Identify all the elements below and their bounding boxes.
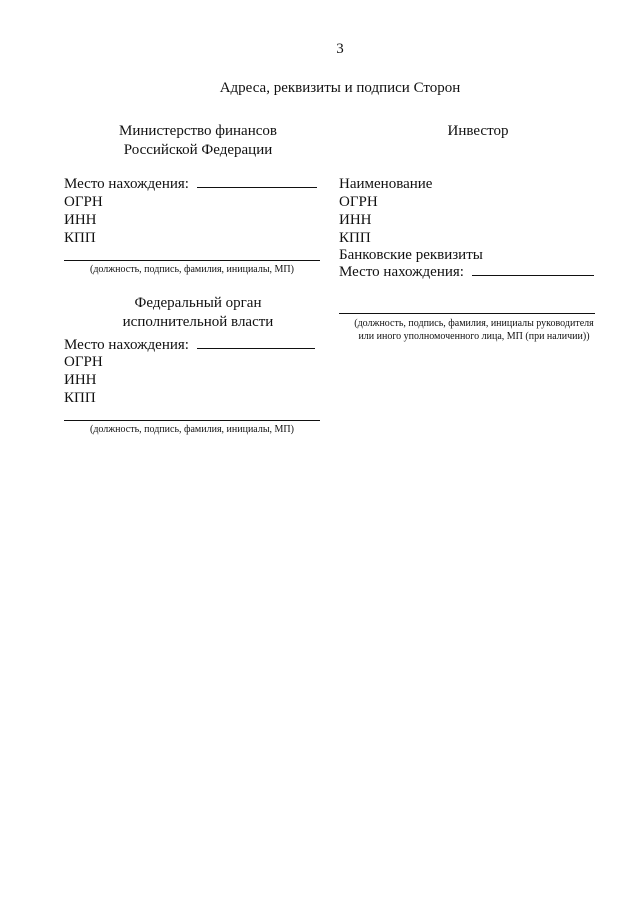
- federal-body-inn-label: ИНН: [64, 372, 97, 388]
- federal-body-heading: [98, 294, 298, 332]
- ministry-heading-line2: Российской Федерации: [123, 142, 273, 158]
- federal-body-signature-line: [64, 420, 320, 421]
- ministry-kpp-label: КПП: [64, 230, 96, 246]
- page-title: Адреса, реквизиты и подписи Сторон: [219, 80, 461, 96]
- investor-signature-caption-line1: (должность, подпись, фамилия, инициалы руководителя: [354, 318, 594, 329]
- page-number: 3: [336, 41, 344, 57]
- investor-name-label: Наименование: [339, 176, 433, 192]
- federal-body-heading-line1: Федеральный орган: [134, 295, 262, 311]
- investor-location-blank: [472, 263, 594, 276]
- ministry-location-blank: [197, 175, 317, 188]
- investor-signature-caption-line2: или иного уполномоченного лица, МП (при наличии)): [358, 331, 590, 342]
- federal-body-kpp-label: КПП: [64, 390, 96, 406]
- ministry-location-field: [64, 175, 317, 194]
- federal-body-location-blank: [197, 336, 315, 349]
- investor-location-label: Место нахождения:: [339, 264, 464, 280]
- ministry-heading: [98, 122, 298, 160]
- investor-signature-line: [339, 313, 595, 314]
- federal-body-location-label: Место нахождения:: [64, 337, 189, 353]
- ministry-inn-label: ИНН: [64, 212, 97, 228]
- federal-body-signature-caption: (должность, подпись, фамилия, инициалы, МП): [90, 424, 294, 435]
- ministry-signature-line: [64, 260, 320, 261]
- investor-inn-label: ИНН: [339, 212, 372, 228]
- ministry-location-label: Место нахождения:: [64, 176, 189, 192]
- ministry-heading-line1: Министерство финансов: [119, 123, 277, 139]
- investor-bank-label: Банковские реквизиты: [339, 247, 483, 263]
- federal-body-ogrn-label: ОГРН: [64, 354, 103, 370]
- investor-location-field: [339, 263, 594, 282]
- investor-signature-caption: [339, 317, 609, 343]
- investor-heading: Инвестор: [447, 123, 509, 139]
- investor-ogrn-label: ОГРН: [339, 194, 378, 210]
- federal-body-heading-line2: исполнительной власти: [122, 314, 274, 330]
- investor-kpp-label: КПП: [339, 230, 371, 246]
- ministry-ogrn-label: ОГРН: [64, 194, 103, 210]
- ministry-signature-caption: (должность, подпись, фамилия, инициалы, МП): [90, 264, 294, 275]
